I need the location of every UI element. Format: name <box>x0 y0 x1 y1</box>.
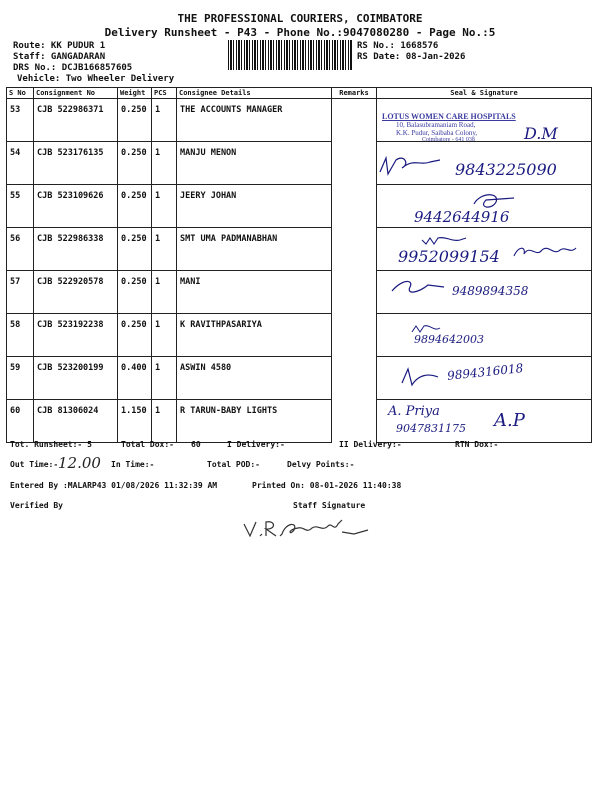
cell-remarks <box>332 185 377 228</box>
cell-weight: 0.400 <box>118 357 152 400</box>
cell-consignee: ASWIN 4580 <box>177 357 332 400</box>
phone-56: 9952099154 <box>398 247 500 266</box>
cell-remarks <box>332 357 377 400</box>
staff-signature <box>242 516 372 547</box>
stamp-line-3: K.K. Pudur, Saibaba Colony, <box>396 129 478 137</box>
company-title: THE PROFESSIONAL COURIERS, COIMBATORE <box>177 12 423 25</box>
col-weight: Weight <box>118 88 152 99</box>
signature-59 <box>398 365 442 389</box>
delvy-points-label: Delvy Points:- <box>287 460 355 469</box>
cell-remarks <box>332 228 377 271</box>
cell-pcs: 1 <box>152 357 177 400</box>
i-delivery-label: I Delivery:- <box>227 440 285 449</box>
cell-remarks <box>332 142 377 185</box>
cell-sno: 53 <box>7 99 34 142</box>
route-label: Route: KK PUDUR 1 <box>13 41 106 51</box>
cell-consignment: CJB 522986371 <box>34 99 118 142</box>
cell-sno: 60 <box>7 400 34 443</box>
phone-58: 9894642003 <box>414 333 484 346</box>
cell-remarks <box>332 271 377 314</box>
table-header-row <box>7 88 592 99</box>
col-consignee: Consignee Details <box>177 88 332 99</box>
initials-signature-53: D.M <box>524 124 558 143</box>
cell-sno: 55 <box>7 185 34 228</box>
barcode <box>228 40 353 70</box>
cell-pcs: 1 <box>152 185 177 228</box>
cell-consignment: CJB 523109626 <box>34 185 118 228</box>
table-row <box>7 228 592 271</box>
cell-sno: 59 <box>7 357 34 400</box>
tot-runsheet: Tot. Runsheet:- 5 <box>10 440 92 449</box>
cell-consignment: CJB 523200199 <box>34 357 118 400</box>
cell-consignee: SMT UMA PADMANABHAN <box>177 228 332 271</box>
staff-label: Staff: GANGADARAN <box>13 52 106 62</box>
verified-by: Verified By <box>10 501 63 510</box>
cell-pcs: 1 <box>152 400 177 443</box>
receiver-name-60: A. Priya <box>388 404 440 419</box>
col-consignment: Consignment No <box>34 88 118 99</box>
cell-consignee: JEERY JOHAN <box>177 185 332 228</box>
initials-signature-60: A.P <box>494 410 525 431</box>
ii-delivery-label: II Delivery:- <box>339 440 402 449</box>
cell-pcs: 1 <box>152 142 177 185</box>
total-dox-label: Total Dox:- <box>121 440 174 449</box>
cell-consignment: CJB 522986338 <box>34 228 118 271</box>
in-time-label: In Time:- <box>111 460 155 469</box>
printed-on: Printed On: 08-01-2026 11:40:38 <box>252 481 402 490</box>
cell-pcs: 1 <box>152 314 177 357</box>
cell-sno: 58 <box>7 314 34 357</box>
signature-56 <box>420 232 470 248</box>
stamp-line-2: 10, Balasubramaniam Road, <box>396 121 476 129</box>
cell-consignment: CJB 522920578 <box>34 271 118 314</box>
rs-date: RS Date: 08-Jan-2026 <box>357 52 466 62</box>
cell-remarks <box>332 400 377 443</box>
cell-consignee: MANJU MENON <box>177 142 332 185</box>
cell-weight: 0.250 <box>118 142 152 185</box>
stamp-line-1: LOTUS WOMEN CARE HOSPITALS <box>382 112 516 121</box>
col-sno: S No <box>7 88 34 99</box>
signature-57 <box>388 275 448 297</box>
phone-54: 9843225090 <box>455 160 557 179</box>
cell-remarks <box>332 314 377 357</box>
table-row <box>7 314 592 357</box>
cell-consignee: K RAVITHPASARIYA <box>177 314 332 357</box>
cell-weight: 0.250 <box>118 271 152 314</box>
cell-consignment: CJB 81306024 <box>34 400 118 443</box>
vehicle-label: Vehicle: Two Wheeler Delivery <box>17 74 175 84</box>
total-pod-label: Total POD:- <box>207 460 260 469</box>
cell-sno: 56 <box>7 228 34 271</box>
cell-consignee: R TARUN-BABY LIGHTS <box>177 400 332 443</box>
cell-pcs: 1 <box>152 228 177 271</box>
cell-weight: 0.250 <box>118 185 152 228</box>
cell-signature <box>377 314 592 357</box>
runsheet-subtitle: Delivery Runsheet - P43 - Phone No.:9047080280 - Page No.:5 <box>104 26 496 39</box>
cell-pcs: 1 <box>152 271 177 314</box>
cell-consignee: THE ACCOUNTS MANAGER <box>177 99 332 142</box>
staff-signature-scribble <box>242 516 372 542</box>
cell-sno: 54 <box>7 142 34 185</box>
cell-consignment: CJB 523192238 <box>34 314 118 357</box>
cell-consignee: MANI <box>177 271 332 314</box>
cell-weight: 0.250 <box>118 228 152 271</box>
drs-label: DRS No.: DCJB166857605 <box>13 63 133 73</box>
phone-60: 9047831175 <box>396 422 466 435</box>
cell-weight: 0.250 <box>118 314 152 357</box>
cell-sno: 57 <box>7 271 34 314</box>
cell-pcs: 1 <box>152 99 177 142</box>
phone-59: 9894316018 <box>446 361 524 383</box>
phone-55: 9442644916 <box>414 208 510 226</box>
col-remarks: Remarks <box>332 88 377 99</box>
staff-signature-label: Staff Signature <box>293 501 366 510</box>
signature-54 <box>376 150 446 180</box>
cell-remarks <box>332 99 377 142</box>
rtn-dox-label: RTN Dox:- <box>455 440 499 449</box>
phone-57: 9489894358 <box>452 284 529 298</box>
entered-by: Entered By :MALARP43 01/08/2026 11:32:39 AM <box>10 481 218 490</box>
out-time-value: 12.00 <box>58 454 101 472</box>
col-pcs: PCS <box>152 88 177 99</box>
cell-weight: 1.150 <box>118 400 152 443</box>
col-seal-signature: Seal & Signature <box>377 88 592 99</box>
cell-weight: 0.250 <box>118 99 152 142</box>
cell-consignment: CJB 523176135 <box>34 142 118 185</box>
out-time-label: Out Time:- <box>10 460 59 469</box>
tamil-signature-56 <box>510 240 580 264</box>
total-dox-value: 60 <box>191 440 201 449</box>
hospital-stamp <box>382 112 532 143</box>
rs-number: RS No.: 1668576 <box>357 41 439 51</box>
stamp-line-4: Coimbatore - 641 038 <box>422 137 475 143</box>
